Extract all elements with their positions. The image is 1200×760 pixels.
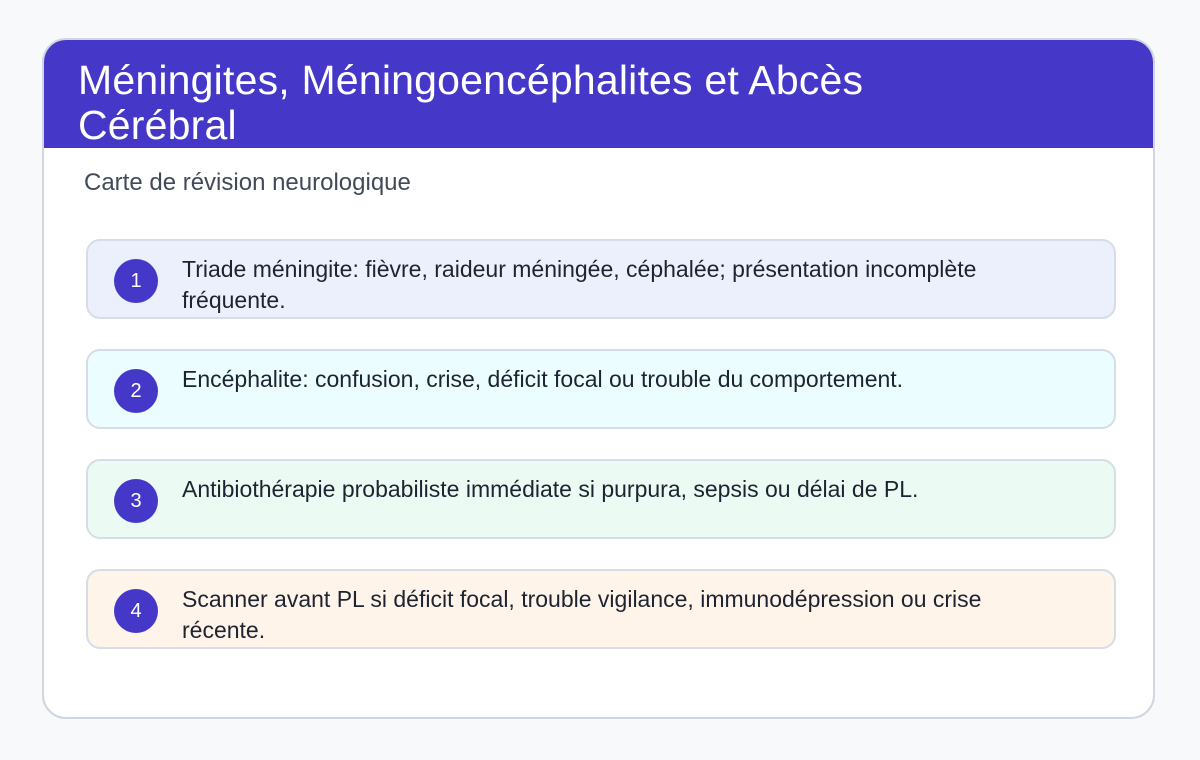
card-subtitle: Carte de révision neurologique <box>84 169 411 196</box>
list-item <box>86 569 1116 649</box>
item-text: Triade méningite: fièvre, raideur méningée, céphalée; présentation incomplète fréquente. <box>182 256 977 313</box>
item-number-badge: 3 <box>114 479 158 523</box>
item-number-badge: 2 <box>114 369 158 413</box>
list-item <box>86 239 1116 319</box>
item-text: Antibiothérapie probabiliste immédiate si purpura, sepsis ou délai de PL. <box>182 476 919 502</box>
item-number-badge: 4 <box>114 589 158 633</box>
list-item <box>86 349 1116 429</box>
item-text: Scanner avant PL si déficit focal, trouble vigilance, immunodépression ou crise récente. <box>182 586 982 643</box>
card-title: Méningites, Méningoencéphalites et Abcès Cérébral <box>78 57 864 148</box>
revision-card <box>42 38 1155 719</box>
card-header <box>42 38 1155 148</box>
item-text: Encéphalite: confusion, crise, déficit focal ou trouble du comportement. <box>182 366 904 392</box>
item-number-badge: 1 <box>114 259 158 303</box>
list-item <box>86 459 1116 539</box>
